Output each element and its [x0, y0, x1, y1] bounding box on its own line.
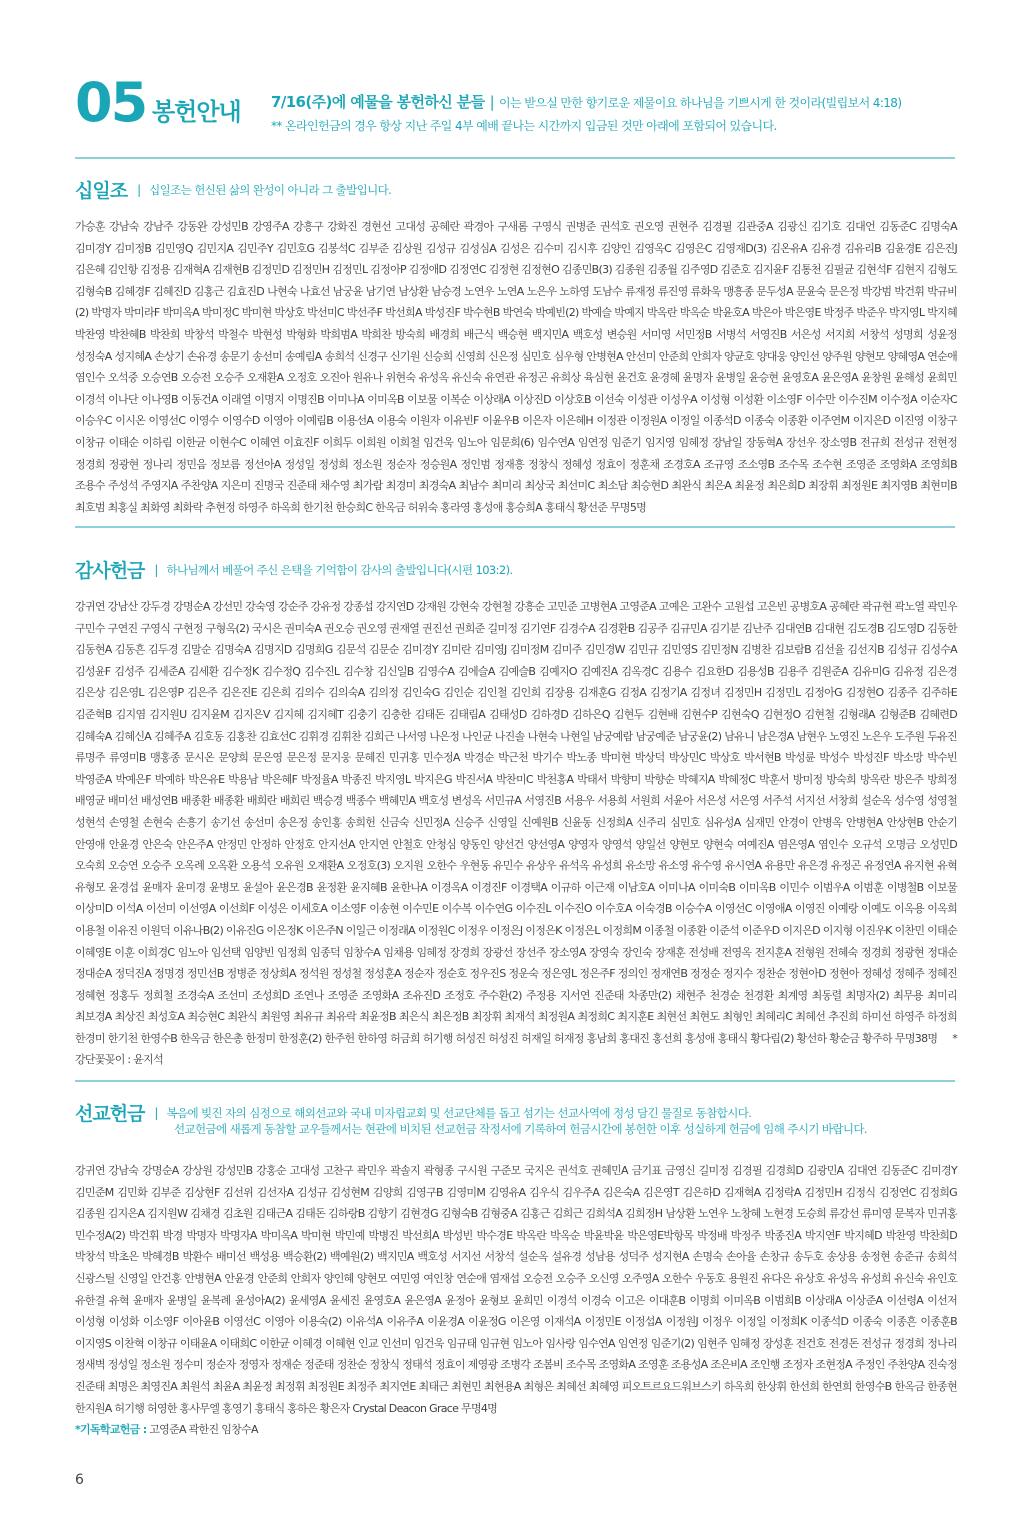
- divider-header: [75, 157, 955, 159]
- tithe-title: 십일조: [75, 180, 128, 202]
- mission-description-1: 복음에 빚진 자의 심정으로 해외선교와 국내 미자립교회 및 선교단체를 돕고 섬기는 선교사역에 정성 담긴 물질로 동참합시다.: [166, 1105, 752, 1120]
- tithe-heading: [75, 176, 391, 203]
- tithe-description: 십일조는 헌신된 삶의 완성이 아니라 그 출발입니다.: [149, 182, 392, 197]
- mission-names: [75, 1160, 957, 1440]
- thanks-title: 감사헌금: [75, 560, 145, 582]
- offering-date-title: 7/16(주)에 예물을 봉헌하신 분들: [271, 93, 485, 111]
- divider-thanks: [75, 1080, 955, 1082]
- christian-school-offering-names: 고영준A 곽한진 임창수A: [149, 1423, 258, 1437]
- thanks-separator: |: [154, 562, 159, 577]
- section-number: 05: [75, 71, 147, 134]
- online-offering-note: ** 온라인헌금의 경우 항상 지난 주일 4부 예배 끝나는 시간까지 입금된 것만 아래에 포함되어 있습니다.: [271, 119, 777, 133]
- mission-title: 선교헌금: [75, 1103, 145, 1125]
- offering-date-line: [271, 91, 901, 112]
- thanks-heading: [75, 556, 513, 583]
- header-separator: |: [489, 93, 495, 111]
- divider-tithe: [75, 526, 955, 528]
- mission-name-list: 강귀연 강남숙 강명순A 강상원 강성민B 강홍순 고대성 고찬구 곽민우 곽솔지 곽형종 구시원 구준모 국지은 권석호 권혜민A 금기표 금영신 길미정 김경필 김경희D 김광민A 김대연 김동준C 김미경Y 김민준M 김민화 김부준 김상현F 김선위 김선자A 김성규 김성현M 김양희 김영구B 김영미M 김영유A 김우식 김우주A 김은숙A 김은영T 김은하D 김재혁A 김정락A 김정민H 김정식 김정연C 김정희G 김종원 김지은A 김지원W 김채경 김초원 김태근A 김태돈 김하랑B 김향기 김현경G 김형숙B 김형중A 김홍근 김희근 김희석A 김희정H 남상환 노연우 노창혜 노현경 도승희 류강선 류미영 문복자 민귀홍 민수정A(2) 박건휘 박경 박명자 박명자A 박미옥A 박미현 박민예 박병진 박선희A 박성빈 박수경E 박옥란 박옥순 박윤박윤 박은영E박항목 박정배 박정주 박종진A 박지연F 박지혜D 박찬영 박찬희D 박창석 박초은 박혜경B 박환수 배미선 백성용 백승환(2) 백예원(2) 백지민A 백호성 서지선 서창석 설순옥 설유경 성남용 성덕주 성지현A 손명숙 손아율 손창규 송두호 송상용 송정현 송준규 송희석 신광스틸 신영일 안건홍 안병현A 안윤경 안준희 안희자 양인혜 양현모 여민영 여인창 연순애 염재섭 오승전 오승주 오신영 오주영A 오한수 우동호 용원진 유다은 유상호 유성옥 유성희 유신숙 유인호 유한결 유혁 윤매자 윤병일 윤복례 윤성아A(2) 윤세영A 윤세진 윤영호A 윤은영A 윤정아 윤형보 윤희민 이경석 이경숙 이고은 이대훈B 이명희 이미옥B 이범희B 이상래A 이상준A 이선령A 이선저 이성형 이성화 이소영F 이아윤B 이영선C 이영아 이용숙(2) 이유석A 이유주A 이윤경A 이윤정G 이은영 이재석A 이정민E 이정섭A 이정원J 이정우 이정일 이정희K 이종석D 이종숙 이종흔 이종훈B 이지영S 이찬혁 이창규 이태윤A 이태희C 이한균 이혜경 이혜현 인교 인선미 임건욱 임규태 임규현 임노아 임사랑 임수연A 임연정 임준기(2) 임현주 임혜정 장성훈 전건호 전경돈 전성규 정경희 정나리 정새벽 정성일 정소원 정수미 정순자 정영자 정재순 정준태 정찬순 정창식 정태석 정효이 제영광 조병각 조봄비 조수목 조영화A 조영훈 조용성A 조은비A 조인행 조정자 조현정A 주정인 주찬양A 진숙정 진준태 최명은 최영진A 최원석 최윤A 최윤정 최정휘 최정원E 최정주 최지연E 최태근 최현민 최현용A 최형은 최혜선 최혜영 피오트르요드워브스키 하옥희 한상휘 한선희 한연희 한영수B 한옥금 한종현 한지원A 허기행 허영한 홍사무엘 홍영기 홍태식 홍하은 황은자 Crystal Deacon Grace 무명4명: [75, 1164, 957, 1415]
- mission-description-2: 선교헌금에 새롭게 동참할 교우들께서는 현관에 비치된 선교헌금 작정서에 기록하여 헌금시간에 봉헌한 이후 성실하게 헌금에 임해 주시기 바랍니다.: [174, 1122, 867, 1136]
- section-title: 봉헌안내: [152, 98, 241, 126]
- altar-flower-note: *강단꽃꽂이 : 윤지석: [75, 1031, 958, 1067]
- page-number: 6: [75, 1472, 84, 1488]
- mission-separator: |: [154, 1105, 159, 1120]
- offering-header: [75, 71, 955, 138]
- thanks-name-list: 강귀연 강남산 강두경 강명순A 강선민 강숙영 강순주 강유정 강종섭 강지연D 강재원 강현숙 강현철 강흥순 고민준 고병현A 고영준A 고예은 고완수 고원섭 고은빈 공병호A 공혜란 곽규현 곽노열 곽민우 구민수 구연진 구영식 구현정 구형옥(2) 국시은 권미숙A 권오승 권오영 권재열 권진선 권희준 길미정 김기연F 김경수A 김경환B 김공주 김규민A 김기분 김난주 김대연B 김대현 김도경B 김도영D 김동한 김동현A 김동흔 김두경 김말순 김명숙A 김명지D 김명희G 김문석 김문순 김미경Y 김미란 김미영J 김미정M 김미주 김민경W 김민규 김민영S 김민정N 김병찬 김보람B 김선율 김선지B 김성규 김성수A 김성윤F 김성주 김세준A 김세환 김수정K 김수정Q 김수진L 김수창 김신일B 김영수A 김에슬A 김예슬B 김예지O 김예진A 김옥경C 김용수 김요한D 김용성B 김용주 김원준A 김유미G 김유정 김은경 김은상 김은영L 김은영P 김은주 김은진E 김은희 김의수 김의숙A 김의정 김인숙G 김인순 김인철 김인희 김장용 김재훈G 김정A 김정기A 김정녀 김정민H 김정민L 김정아G 김정현O 김종주 김주하E 김준혁B 김지염 김지원U 김지윤M 김지은V 김지혜 김지혜T 김충기 김충한 김태돈 김태림A 김태성D 김하경D 김하은Q 김현두 김현배 김현수P 김현숙Q 김현정O 김현철 김형래A 김형준B 김혜련D 김혜숙A 김혜신A 김혜주A 김호동 김홍찬 김효선C 김휘경 김휘찬 김희근 나서영 나은정 나인균 나진솔 나현숙 나현일 남궁예람 남궁예준 남궁윤(2) 남유니 남은경A 남현우 노영진 노은우 도주원 두유진 류명주 류영미B 맹홍종 문시온 문양희 문은영 문은정 문지웅 문혜진 민귀홍 민수정A 박경순 박근천 박기수 박노종 박미현 박상덕 박상민C 박상호 박서현B 박성륜 박성수 박성진F 박소망 박수빈 박영준A 박예은F 박예하 박은유E 박용남 박은혜F 박정율A 박종진 박지영L 박지은G 박진서A 박찬미C 박천홍A 박태서 박향미 박향순 박혜지A 박혜정C 박훈서 방미정 방숙희 방옥란 방은주 방희정 배영균 배미선 배성연B 배종환 배종환 배희란 배희린 백승경 백종수 백혜민A 백호성 변성옥 서민규A 서영진B 서용우 서용희 서원희 서윤아 서은성 서은영 서주석 서지선 서창희 설순옥 성수영 성영철 성현석 손영철 손현숙 손흥기 송기선 송선미 송은정 송인홍 송희헌 신금숙 신민정A 신승주 신영일 신예원B 신윤동 신정희A 신주리 심민호 심유성A 심재민 안경이 안병옥 안병현A 안상현B 안순기 안영애 안윤경 안은숙 안은주A 안정민 안정하 안정호 안지선A 안지연 안철호 안청심 양동인 양선건 양선영A 양영자 양영석 양일선 양현모 양현숙 여예진A 염은영A 염인수 오규석 오명금 오성민D 오숙희 오승연 오승주 오옥례 오옥환 오용석 오유원 오재환A 오정호(3) 오지원 오한수 우현동 유민수 유상우 유석옥 유성희 유소망 유소영 유수영 유시연A 유용만 유은경 유정곤 유정연A 유지현 유혁 유형모 윤경섭 윤매자 윤미경 윤병모 윤설아 윤은경B 윤정환 윤지혜B 윤한나A 이경옥A 이경진F 이경택A 이규하 이근재 이남호A 이미나A 이미숙B 이미옥B 이민수 이범우A 이범훈 이병철B 이보물 이상미D 이석A 이선미 이선영A 이선희F 이성은 이세호A 이소영F 이송현 이수민E 이수복 이수연G 이수진L 이수진O 이수호A 이숙경B 이승수A 이영선C 이영애A 이영진 이예랑 이예도 이옥용 이옥희 이용철 이유진 이원덕 이유나B(2) 이유진G 이은정K 이은주N 이일근 이정래A 이정원C 이정우 이정은J 이정은K 이정은L 이정희M 이종철 이종환 이준석 이준우D 이지은D 이지형 이진우K 이찬민 이태순 이혜영E 이훈 이희경C 임노아 임선택 임양빈 임정희 임종덕 임창수A 임채용 임혜정 장경희 장광선 장선주 장소영A 장영숙 장인숙 장재훈 전성배 전영옥 전지훈A 전형원 전혜숙 정경희 정광현 정대순 정대순A 정덕진A 정명경 정민선B 정병준 정상희A 정석원 정성철 정성훈A 정순자 정순호 정우진S 정운숙 정은영L 정은주F 정의인 정재연B 정정순 정지수 정찬순 정현아D 정현아 정혜성 정혜주 정혜진 정혜현 정홍두 정희철 조경숙A 조선미 조성희D 조연나 조영준 조영화A 조유진D 조정호 주수환(2) 주정용 지서연 진준태 차종만(2) 채현주 천경순 천경환 최계영 최동렬 최명자(2) 최무용 최미리 최보경A 최상진 최성호A 최승현C 최완식 최원영 최유규 최유락 최윤정B 최은식 최은정B 최장휘 최재석 최정원A 최정희C 최지훈E 최현선 최현도 최형인 최혜리C 최혜선 추진희 하미선 하영주 하정희 한경미 한기천 한영수B 한옥금 한은총 한정미 한정훈(2) 한주헌 한하영 허금희 허기행 허성진 허성진 허재일 허재정 홍남희 홍대진 홍선희 홍성애 홍태식 황다림(2) 황선하 황순금 황주하 무명38명: [75, 600, 958, 1045]
- thanks-names: [75, 596, 958, 1067]
- mission-heading: [75, 1099, 867, 1141]
- thanks-description: 하나님께서 베풀어 주신 은택을 기억함이 감사의 출발입니다(시편 103:2).: [166, 562, 513, 577]
- tithe-names: 가승훈 강남숙 강남주 강동완 강성민B 강영주A 강흥구 강화진 경현선 고대성 공혜란 곽경아 구새롬 구영식 권병준 권석호 권오영 권현주 김경필 김관중A 김광신 김기호 김대언 김동준C 김명숙A 김미경Y 김미정B 김민영Q 김민지A 김민주Y 김민호G 김봉석C 김부준 김상원 김성규 김성심A 김성은 김수미 김시후 김양인 김영옥C 김영은C 김영재D(3) 김온유A 김유경 김유리B 김윤경E 김은진J 김은혜 김인항 김정용 김재혁A 김재현B 김정민D 김정민H 김정민L 김정아P 김정애D 김정연C 김정현 김정현O 김종민B(3) 김종원 김종월 김주영D 김준호 김지윤F 김통천 김필균 김현석F 김현지 김형도 김형숙B 김혜경F 김혜진D 김홍근 김효진D 나현숙 나효선 남궁윤 남기연 남상환 남승경 노연우 노연A 노은우 노하영 도남수 류재정 류진영 류화욱 맹흥종 문두성A 문윤숙 문은정 박강범 박건휘 박규비(2) 박명자 박미라F 박미옥A 박미정C 박미현 박상호 박선미C 박선주F 박선희A 박성진F 박수현B 박연숙 박예빈(2) 박예슬 박예지 박옥란 박옥순 박윤호A 박은아 박은영E 박정주 박준우 박지영L 박지혜 박찬영 박찬혜B 박찬희 박창석 박철수 박현성 박형화 박희범A 박희찬 방숙희 배경희 배근식 백승현 백지민A 백호성 변승원 서미영 서민정B 서병석 서영진B 서은성 서지희 서창석 성명희 성윤정 성정숙A 성지혜A 손상기 손유경 송문기 송선미 송예림A 송희석 신경구 신기원 신승희 신영희 신은정 심민호 심우형 안병현A 안선미 안준희 안희자 양균호 양대웅 양인선 양주원 양현모 양혜영A 연순애 염인수 오석중 오승연B 오승전 오승주 오재환A 오정호 오진아 원유나 위현숙 유성옥 유신숙 유연관 유정곤 유희상 육심현 윤건호 윤경혜 윤명자 윤병일 윤승현 윤영호A 윤은영A 윤창원 윤해성 윤희민 이경석 이나단 이나영B 이동건A 이래열 이명지 이명진B 이미나A 이미옥B 이보물 이복순 이상래A 이상진D 이상호B 이선숙 이성관 이성우A 이성형 이성환 이소영F 이수만 이수진M 이수정A 이순자C 이승우C 이시온 이영선C 이영수 이영수D 이영아 이예림B 이용선A 이용숙 이원자 이유빈F 이윤우B 이은자 이은혜H 이정관 이정원A 이정일 이종석D 이종숙 이종환 이주연M 이지은D 이진영 이창구 이창규 이태순 이하림 이한균 이현수C 이혜연 이효진F 이희두 이희원 이희철 임건욱 임노아 임문희(6) 임수연A 임연정 임준기 임지영 임혜정 장남일 장동혁A 장선우 장소영B 전규희 전성규 전현정 정경희 정광현 정나리 정민음 정보름 정선아A 정성일 정성희 정소원 정순자 정승원A 정인범 정재흥 정창식 정혜성 정효이 정훈채 조경호A 조규영 조소영B 조수목 조수현 조영준 조영화A 조영희B 조용수 주성석 주영지A 주찬양A 지은미 진명국 진준태 채수영 최가람 최경미 최경숙A 최남수 최미리 최상국 최선미C 최소담 최승현D 최완식 최은A 최윤정 최은희D 최장휘 최정원E 최지영B 최현미B 최호범 최홍실 최화영 최화락 추현정 하영주 하옥희 한기천 한승희C 한옥금 허위숙 홍라영 홍성애 홍승희A 홍태식 황선준 무명5명: [75, 220, 957, 514]
- header-verse: 이는 받으실 만한 향기로운 제물이요 하나님을 기쁘시게 한 것이라(빌립보서 4:18): [499, 96, 902, 110]
- tithe-separator: |: [137, 182, 142, 197]
- christian-school-offering-label: *기독학교헌금 :: [75, 1423, 147, 1437]
